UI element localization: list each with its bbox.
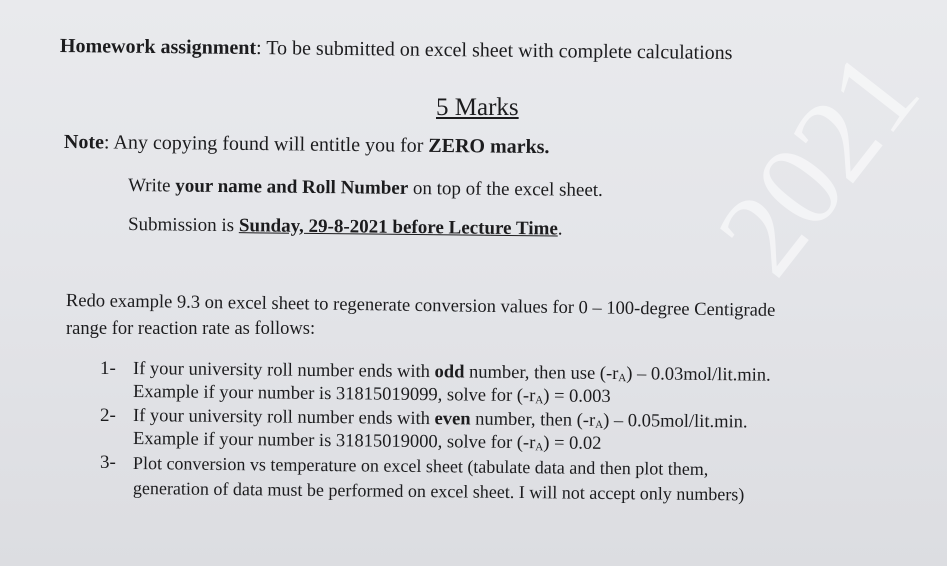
write-instruction <box>128 175 603 202</box>
write-post: on top of the excel sheet. <box>408 177 603 201</box>
item-2-text-2: number, then (-r <box>470 409 596 431</box>
redo-line-2: range for reaction rate as follows: <box>66 319 316 339</box>
item-1-text-3: ) – 0.03mol/lit.min. <box>626 364 771 386</box>
item-3-line-1: Plot conversion vs temperature on excel sheet (tabulate data and then plot them, <box>132 453 709 480</box>
item-1-sub: A <box>618 372 627 385</box>
item-number-1: 1- <box>100 358 116 379</box>
watermark: 2021 <box>691 27 945 299</box>
item-1-example-sub: A <box>535 394 544 407</box>
note-line <box>64 131 550 158</box>
note-text: : Any copying found will entitle you for <box>103 131 429 157</box>
item-2-bold: even <box>434 409 471 430</box>
submission-date: Sunday, 29-8-2021 before Lecture Time <box>238 215 558 240</box>
item-2-text-3: ) – 0.05mol/lit.min. <box>603 410 748 433</box>
item-3-line-2: generation of data must be performed on excel sheet. I will not accept only numbers) <box>132 478 745 505</box>
submission-post: . <box>557 218 563 240</box>
note-label: Note <box>63 131 105 154</box>
note-emphasis: ZERO marks. <box>428 134 550 159</box>
item-2-example-sub: A <box>535 441 544 454</box>
item-2-sub: A <box>595 418 604 431</box>
item-1-bold: odd <box>434 362 465 383</box>
item-1-example: Example if your number is 31815019099, solve for (-r <box>132 382 536 407</box>
item-number-2: 2- <box>100 405 116 426</box>
assignment-heading <box>60 35 733 64</box>
item-1-text-2: number, then use (-r <box>464 362 619 385</box>
marks-title: 5 Marks <box>436 94 519 121</box>
item-2-example-value: ) = 0.02 <box>543 433 602 454</box>
redo-line-1: Redo example 9.3 on excel sheet to regenerate conversion values for 0 – 100-degree Centigrade <box>65 291 776 321</box>
item-2-text: If your university roll number ends with <box>132 406 435 430</box>
submission-pre: Submission is <box>127 214 239 237</box>
item-number-3: 3- <box>100 452 116 473</box>
item-1-text: If your university roll number ends with <box>132 359 435 383</box>
item-1-example-value: ) = 0.003 <box>543 386 611 408</box>
item-2-example: Example if your number is 31815019000, solve for (-r <box>132 429 536 454</box>
heading-label: Homework assignment <box>59 35 257 60</box>
submission-line <box>128 214 563 241</box>
heading-text: : To be submitted on excel sheet with complete calculations <box>255 37 733 65</box>
write-bold: your name and Roll Number <box>175 175 409 199</box>
write-pre: Write <box>127 175 176 197</box>
